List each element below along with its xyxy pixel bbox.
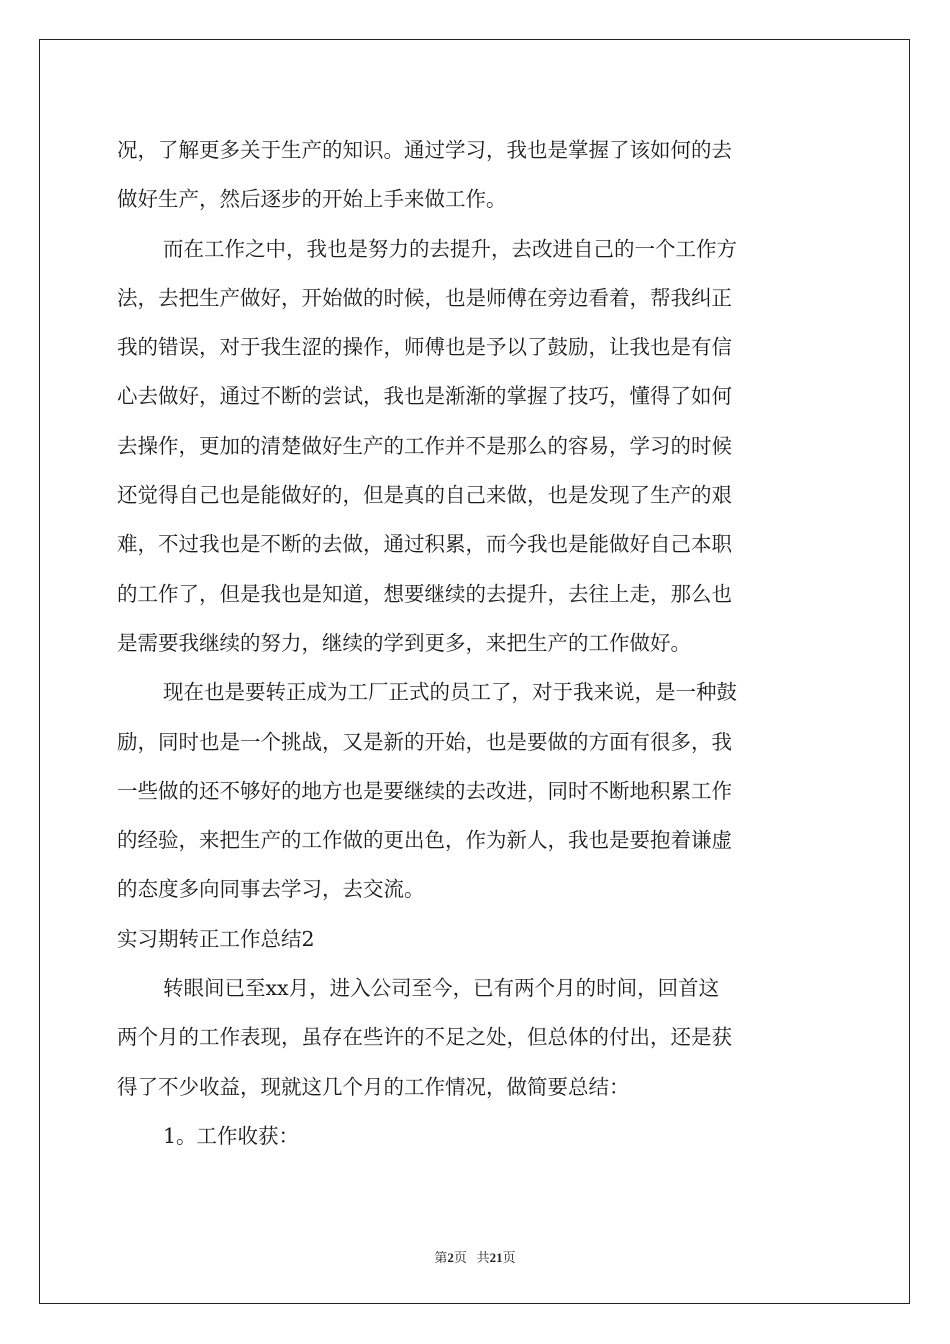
footer-total-suffix: 页 — [502, 1250, 516, 1265]
paragraph-start-line: 现在也是要转正成为工厂正式的员工了，对于我来说，是一种鼓 — [163, 680, 737, 705]
text-line: 还觉得自己也是能做好的，但是真的自己来做，也是发现了生产的艰 — [117, 483, 732, 508]
footer-total-prefix: 共 — [476, 1250, 490, 1265]
footer-page-suffix: 页 — [453, 1250, 467, 1265]
text-line: 是需要我继续的努力，继续的学到更多，来把生产的工作做好。 — [117, 630, 691, 655]
text-line: 难，不过我也是不断的去做，通过积累，而今我也是能做好自己本职 — [117, 532, 732, 557]
text-line: 一些做的还不够好的地方也是要继续的去改进，同时不断地积累工作 — [117, 778, 732, 803]
footer-prefix: 第 — [434, 1250, 448, 1265]
document-body — [117, 126, 835, 1161]
paragraph-start-line: 而在工作之中，我也是努力的去提升，去改进自己的一个工作方 — [163, 236, 737, 261]
paragraph-start-line: 转眼间已至xx月，进入公司至今，已有两个月的时间，回首这 — [163, 976, 720, 1001]
text-line: 的工作了，但是我也是知道，想要继续的去提升，去往上走，那么也 — [117, 581, 732, 606]
text-line: 况，了解更多关于生产的知识。通过学习，我也是掌握了该如何的去 — [117, 138, 732, 162]
text-line: 法，去把生产做好，开始做的时候，也是师傅在旁边看着，帮我纠正 — [117, 285, 732, 310]
page-footer — [0, 1247, 950, 1266]
text-line: 心去做好，通过不断的尝试，我也是渐渐的掌握了技巧，懂得了如何 — [117, 384, 732, 409]
text-line: 励，同时也是一个挑战，又是新的开始，也是要做的方面有很多，我 — [117, 729, 732, 754]
text-line: 的经验，来把生产的工作做的更出色，作为新人，我也是要抱着谦虚 — [117, 828, 732, 853]
current-page-number: 2 — [447, 1250, 454, 1265]
list-item-heading: 1。工作收获： — [163, 1123, 300, 1148]
text-line: 去操作，更加的清楚做好生产的工作并不是那么的容易，学习的时候 — [117, 433, 732, 458]
section-heading: 实习期转正工作总结2 — [117, 926, 315, 951]
text-line: 做好生产，然后逐步的开始上手来做工作。 — [117, 187, 507, 212]
text-line: 我的错误，对于我生涩的操作，师傅也是予以了鼓励，让我也是有信 — [117, 335, 732, 360]
text-line: 的态度多向同事去学习，去交流。 — [117, 877, 425, 902]
total-pages-number: 21 — [489, 1250, 503, 1265]
text-line: 两个月的工作表现，虽存在些许的不足之处，但总体的付出，还是获 — [117, 1025, 732, 1050]
text-line: 得了不少收益，现就这几个月的工作情况，做简要总结： — [117, 1074, 630, 1099]
